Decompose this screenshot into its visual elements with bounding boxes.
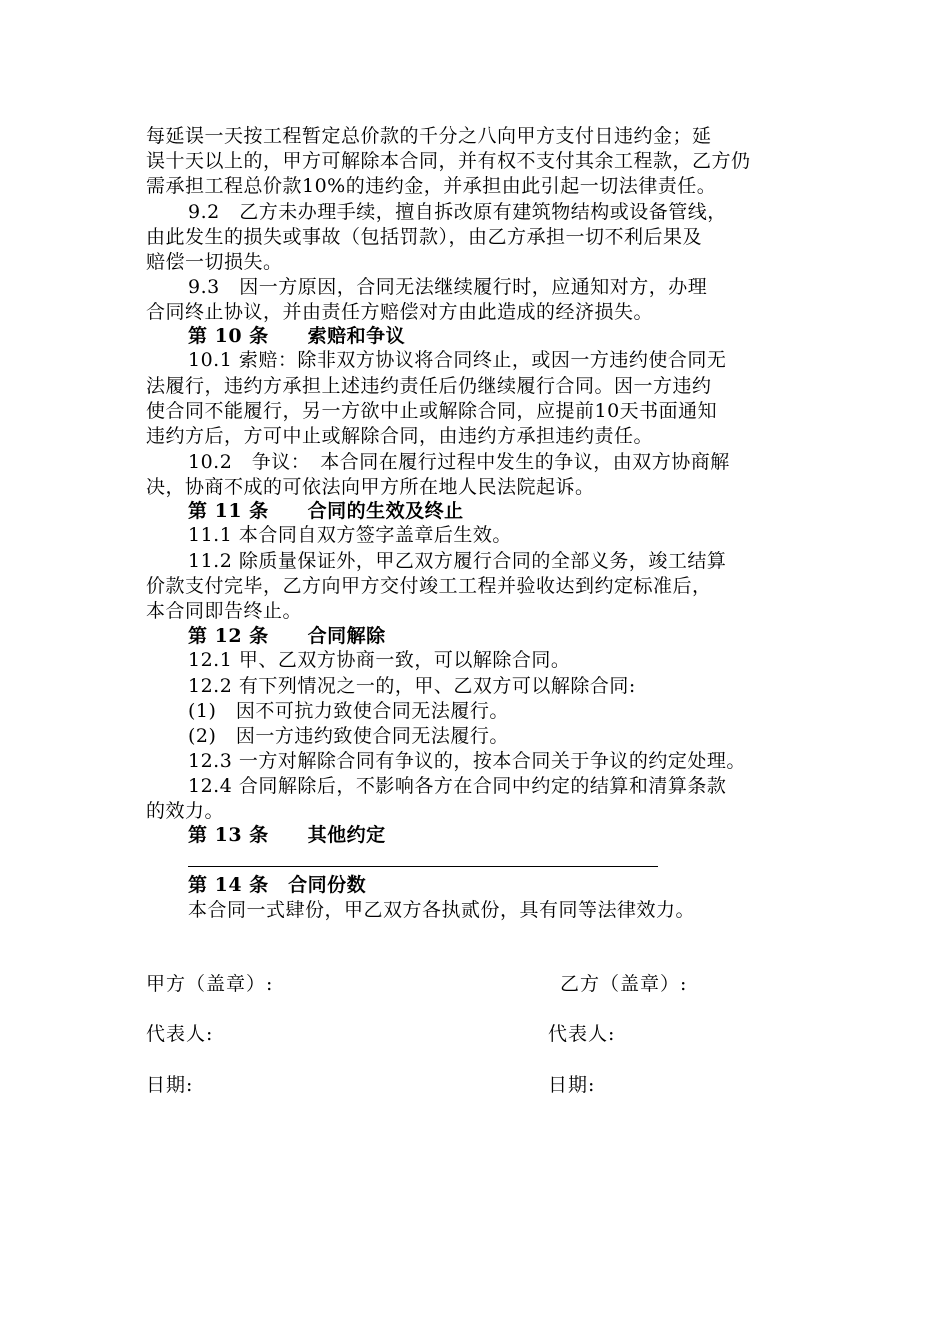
party-b-date-label: 日期: bbox=[548, 1074, 596, 1096]
text-line: 由此发生的损失或事故（包括罚款），由乙方承担一切不利后果及 bbox=[146, 226, 703, 248]
party-a-representative-label: 代表人: bbox=[146, 1023, 214, 1045]
clause-12-3: 12.3 一方对解除合同有争议的，按本合同关于争议的约定处理。 bbox=[188, 750, 746, 772]
clause-10-2: 10.2 争议： 本合同在履行过程中发生的争议，由双方协商解 bbox=[188, 451, 730, 473]
party-b-seal-label: 乙方（盖章）: bbox=[560, 973, 688, 995]
clause-12-4: 12.4 合同解除后，不影响各方在合同中约定的结算和清算条款 bbox=[188, 775, 727, 797]
clause-10-1: 10.1 索赔：除非双方协议将合同终止，或因一方违约使合同无 bbox=[188, 349, 727, 371]
clause-11-2: 11.2 除质量保证外，甲乙双方履行合同的全部义务，竣工结算 bbox=[188, 550, 727, 572]
party-a-date-label: 日期: bbox=[146, 1074, 194, 1096]
text-line: 法履行，违约方承担上述违约责任后仍继续履行合同。因一方违约 bbox=[146, 375, 712, 397]
article-13-heading: 第 13 条 其他约定 bbox=[188, 824, 386, 846]
article-12-heading: 第 12 条 合同解除 bbox=[188, 625, 386, 647]
list-item-2: (2) 因一方违约致使合同无法履行。 bbox=[188, 725, 509, 747]
text-line: 需承担工程总价款10%的违约金，并承担由此引起一切法律责任。 bbox=[146, 175, 717, 197]
copies-clause: 本合同一式肆份，甲乙双方各执贰份，具有同等法律效力。 bbox=[188, 899, 696, 921]
text-line: 本合同即告终止。 bbox=[146, 600, 303, 622]
clause-12-1: 12.1 甲、乙双方协商一致，可以解除合同。 bbox=[188, 649, 571, 671]
text-line: 的效力。 bbox=[146, 800, 225, 822]
article-11-heading: 第 11 条 合同的生效及终止 bbox=[188, 500, 464, 522]
clause-12-2: 12.2 有下列情况之一的，甲、乙双方可以解除合同: bbox=[188, 675, 636, 697]
text-line: 使合同不能履行，另一方欲中止或解除合同，应提前10天书面通知 bbox=[146, 400, 718, 422]
clause-9-3: 9.3 因一方原因，合同无法继续履行时，应通知对方，办理 bbox=[188, 276, 708, 298]
party-b-representative-label: 代表人: bbox=[548, 1023, 616, 1045]
text-line: 赔偿一切损失。 bbox=[146, 251, 283, 273]
clause-11-1: 11.1 本合同自双方签字盖章后生效。 bbox=[188, 524, 512, 546]
text-line: 违约方后，方可中止或解除合同，由违约方承担违约责任。 bbox=[146, 425, 654, 447]
article-14-heading: 第 14 条 合同份数 bbox=[188, 874, 367, 896]
party-a-seal-label: 甲方（盖章）: bbox=[146, 973, 274, 995]
article-10-heading: 第 10 条 索赔和争议 bbox=[188, 325, 406, 347]
list-item-1: (1) 因不可抗力致使合同无法履行。 bbox=[188, 700, 509, 722]
text-line: 每延误一天按工程暂定总价款的千分之八向甲方支付日违约金；延 bbox=[146, 125, 712, 147]
text-line: 误十天以上的，甲方可解除本合同，并有权不支付其余工程款，乙方仍 bbox=[146, 150, 751, 172]
text-line: 合同终止协议，并由责任方赔偿对方由此造成的经济损失。 bbox=[146, 301, 654, 323]
text-line: 决，协商不成的可依法向甲方所在地人民法院起诉。 bbox=[146, 476, 595, 498]
clause-9-2: 9.2 乙方未办理手续，擅自拆改原有建筑物结构或设备管线， bbox=[188, 201, 727, 223]
blank-underline bbox=[188, 866, 658, 867]
text-line: 价款支付完毕，乙方向甲方交付竣工工程并验收达到约定标准后， bbox=[146, 575, 712, 597]
